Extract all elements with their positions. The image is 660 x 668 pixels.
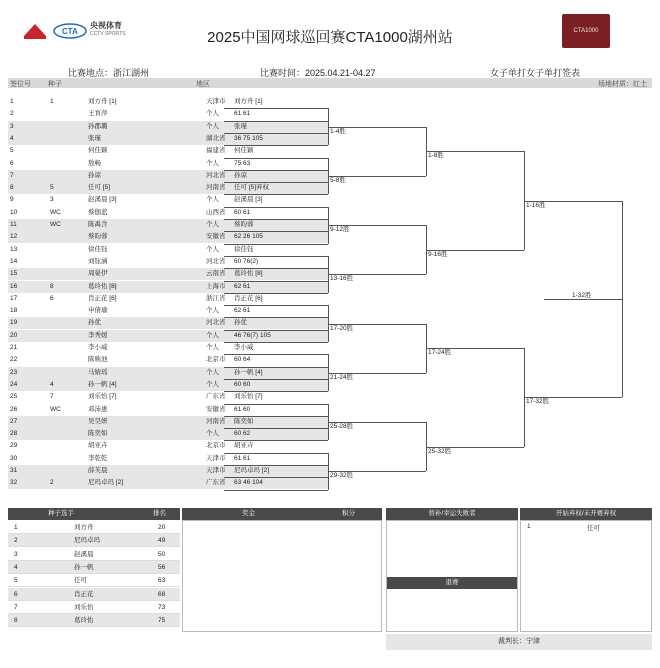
draw-pos: 16 [10,282,18,290]
draw-player: 蔡伽蓝 [88,208,108,216]
draw-player: 尼玛卓玛 [2] [88,479,124,487]
seed-rank: 50 [158,550,166,558]
draw-player: 孙郡璐 [88,122,108,130]
draw-player: 孙谅 [88,171,101,179]
seed-header: 种子 [48,81,62,88]
r2-label: 5-8胜 [330,176,346,184]
draw-pos: 1 [10,98,14,105]
r2-label: 1-4胜 [330,127,346,135]
draw-player: 何佳颖 [88,147,108,155]
draw-pos: 11 [10,221,17,228]
draw-player: 李秀媛 [88,331,108,339]
draw-row [8,342,328,354]
draw-player: 李小威 [88,344,108,351]
draw-player: 刘乐怡 [7] [88,393,117,401]
draw-row [8,465,328,477]
draw-region: 个人 [206,196,219,204]
r5-label: 1-32胜 [572,291,592,299]
r4-label: 1-16胜 [526,201,546,209]
lucky-loser-header: 替补/幸运失败者 [386,508,518,520]
draw-region: 河北省 [206,257,226,265]
draw-pos: 7 [10,171,14,179]
draw-score: 46 76(7) 105 [234,331,271,339]
draw-region: 个人 [206,221,219,228]
seed-row [8,534,180,547]
draw-region: 天津市 [206,467,226,474]
draw-row [8,354,328,366]
draw-pos: 5 [10,147,14,155]
draw-winner: 蔡昀蓉 [234,221,254,228]
seed-num: 3 [14,550,18,558]
seed-rank: 63 [158,577,166,585]
draw-entry: WC [50,208,61,216]
draw-pos: 26 [10,405,18,413]
surface-header: 场地材质：红土 [598,81,647,88]
prize-header: 奖金 积分 [182,508,382,520]
draw-row [8,108,328,120]
draw-winner: 胡亚卉 [234,442,254,450]
draw-player: 徐佳钰 [88,245,108,253]
retire-header: 开始弃权/未开赛弃权 [520,508,652,520]
date-label: 比赛时间：2025.04.21-04.27 [260,68,376,78]
draw-score: 60 60 [234,380,251,388]
draw-winner: 何佳颖 [234,147,254,155]
draw-row [8,194,328,206]
draw-score: 62 61 [234,282,251,290]
draw-winner: 肖正花 [6] [234,294,263,302]
draw-score: 61 61 [234,454,251,462]
draw-seed: 6 [50,294,54,302]
draw-row [8,133,328,145]
region-header: 地区 [196,81,210,88]
draw-region: 个人 [206,344,219,351]
draw-pos: 3 [10,122,14,130]
r3-label: 25-32胜 [428,447,452,455]
draw-winner: 李小威 [234,344,254,351]
draw-row [8,231,328,243]
seed-rank: 73 [158,603,166,611]
draw-seed: 7 [50,393,54,401]
seed-rank: 49 [158,537,166,545]
draw-region: 个人 [206,430,219,438]
draw-row [8,268,328,280]
prize-box [182,520,382,632]
seed-name: 葛玲佑 [74,617,94,625]
draw-row [8,182,328,194]
draw-score: 60 61 [234,208,251,216]
draw-player: 邓沛惠 [88,405,108,413]
draw-row [8,330,328,342]
draw-winner: 孙优 [234,319,247,327]
draw-pos: 18 [10,307,18,315]
draw-player: 任可 [5] [88,184,111,192]
lucky-loser-box [386,520,518,632]
draw-pos: 12 [10,233,18,241]
draw-score: 75 63 [234,159,251,167]
draw-region: 个人 [206,368,219,376]
draw-player: 肖正花 [6] [88,294,117,302]
draw-region: 天津市 [206,98,226,105]
draw-row [8,428,328,440]
draw-entry: WC [50,405,61,413]
draw-row [8,281,328,293]
draw-pos: 14 [10,257,18,265]
draw-region: 广东省 [206,479,226,487]
draw-region: 山西省 [206,208,226,216]
draw-player: 孙一帆 [4] [88,380,117,388]
draw-player: 葛玲佑 [8] [88,282,117,290]
draw-region: 河北省 [206,171,226,179]
draw-player: 孙优 [88,319,101,327]
seed-rank: 68 [158,590,166,598]
draw-player: 王育萍 [88,110,108,118]
draw-pos: 20 [10,331,18,339]
draw-score: 63 46 104 [234,479,263,487]
draw-player: 申倩瑜 [88,307,108,315]
draw-region: 河南省 [206,184,226,192]
event-logo: CTA1000 [562,14,610,48]
draw-player: 赵溪晨 [3] [88,196,117,204]
draw-region: 北京市 [206,442,226,450]
draw-region: 广东省 [206,393,226,401]
seed-name: 肖正花 [74,590,94,598]
draw-score: 60 76(2) [234,257,259,265]
r2-label: 25-28胜 [330,422,354,430]
draw-seed: 5 [50,184,54,192]
seed-row [8,548,180,561]
draw-score: 61 60 [234,405,251,413]
draw-winner: 徐佳钰 [234,245,254,253]
draw-pos: 17 [10,294,18,302]
draw-seed: 1 [50,98,54,105]
r3-label: 1-8胜 [428,152,444,160]
venue-label: 比赛地点：浙江湖州 [68,68,150,78]
retire-row-name: 任可 [587,525,600,532]
draw-region: 北京市 [206,356,226,364]
draw-winner: 赵溪晨 [3] [234,196,263,204]
draw-region: 安徽省 [206,233,226,241]
draw-region: 河南省 [206,417,226,425]
draw-score: 61 61 [234,110,251,118]
seed-row [8,574,180,587]
seed-num: 4 [14,563,18,571]
seed-row [8,601,180,614]
draw-player: 薛芙晨 [88,467,108,474]
draw-score: 60 64 [234,356,251,364]
seed-num: 2 [14,537,18,545]
draw-seed: 3 [50,196,54,204]
draw-seed: 4 [50,380,54,388]
draw-row [8,170,328,182]
seed-name: 孙一帆 [74,563,94,571]
draw-pos: 9 [10,196,14,204]
draw-player: 刘方舟 [1] [88,98,117,105]
seed-row [8,521,180,534]
draw-score: 36 75 105 [234,134,263,142]
draw-winner: 刘方舟 [1] [234,98,263,105]
pos-header: 签位号 [10,81,31,88]
draw-region: 上海市 [206,282,226,290]
draw-region: 湖北省 [206,134,226,142]
draw-row [8,121,328,133]
page-title: 2025中国网球巡回赛CTA1000湖州站 [207,29,453,46]
seed-row [8,614,180,627]
seeds-table-header: 种子选手 排名 [8,508,180,520]
draw-player: 陈禹含 [88,221,108,228]
draw-pos: 4 [10,134,14,142]
draw-pos: 27 [10,417,18,425]
draw-pos: 10 [10,208,18,216]
draw-row [8,367,328,379]
seed-name: 任可 [74,577,87,585]
r2-label: 9-12胜 [330,226,350,234]
draw-winner: 陈奕如 [234,417,254,425]
draw-region: 河北省 [206,319,226,327]
r2-label: 29-32胜 [330,472,354,480]
draw-player: 马婧瑶 [88,368,108,376]
draw-player: 刘钰涵 [88,257,108,265]
draw-pos: 25 [10,393,18,401]
draw-pos: 2 [10,110,14,118]
draw-row [8,293,328,305]
retire-row-num: 1 [527,523,531,530]
r4-label: 17-32胜 [526,398,550,406]
draw-row [8,219,328,231]
seed-num: 6 [14,590,18,598]
event-label: 女子单打女子单打签表 [490,68,581,78]
draw-player: 周晏伊 [88,270,108,278]
draw-region: 个人 [206,245,219,253]
seed-rank: 56 [158,563,166,571]
draw-pos: 23 [10,368,18,376]
draw-player: 胡亚卉 [88,442,108,450]
draw-row [8,244,328,256]
draw-pos: 24 [10,380,18,388]
draw-row [8,379,328,391]
draw-row [8,416,328,428]
draw-row [8,404,328,416]
r2-label: 21-24胜 [330,373,354,381]
draw-winner: 尼玛卓玛 [2] [234,467,270,474]
draw-winner: 孙一帆 [4] [234,368,263,376]
draw-region: 个人 [206,331,219,339]
draw-score: 60 62 [234,430,251,438]
draw-winner: 任可 [5]弃权 [234,184,270,192]
draw-pos: 22 [10,356,18,364]
withdrawn-header: 退赛 [387,577,517,589]
retire-box [520,520,652,632]
draw-seed: 8 [50,282,54,290]
column-header-bar [8,78,652,88]
referee-label: 裁判长：宁津 [386,634,652,650]
r2-label: 13-16胜 [330,275,354,283]
seed-row [8,561,180,574]
seed-num: 1 [14,524,18,531]
draw-row [8,158,328,170]
draw-score: 62 26 105 [234,233,263,241]
draw-row [8,453,328,465]
seed-row [8,588,180,601]
seed-name: 刘方舟 [74,524,94,531]
draw-winner: 刘乐怡 [7] [234,393,263,401]
draw-row [8,256,328,268]
draw-region: 个人 [206,307,219,315]
seed-rank: 75 [158,617,166,625]
draw-pos: 15 [10,270,18,278]
draw-row [8,391,328,403]
draw-player: 敖畅 [88,159,101,167]
draw-row [8,96,328,108]
draw-region: 天津市 [206,454,226,462]
seed-name: 刘乐怡 [74,603,94,611]
draw-row [8,207,328,219]
draw-pos: 19 [10,319,18,327]
draw-pos: 13 [10,245,18,253]
draw-region: 安徽省 [206,405,226,413]
draw-pos: 31 [10,467,18,474]
draw-row [8,477,328,489]
svg-text:CTA: CTA [62,27,78,36]
draw-row [8,305,328,317]
draw-pos: 6 [10,159,14,167]
draw-player: 蔡昀蓉 [88,233,108,241]
draw-region: 个人 [206,380,219,388]
draw-player: 陈映池 [88,356,108,364]
seed-name: 尼玛卓玛 [74,537,100,545]
draw-pos: 28 [10,430,18,438]
draw-region: 浙江省 [206,294,226,302]
draw-player: 张瑾 [88,134,101,142]
draw-winner: 葛玲佑 [8] [234,270,263,278]
r3-label: 9-16胜 [428,250,448,258]
draw-row [8,317,328,329]
draw-region: 个人 [206,122,219,130]
draw-player: 李乾乾 [88,454,108,462]
draw-region: 福建省 [206,147,226,155]
draw-row [8,440,328,452]
draw-pos: 29 [10,442,18,450]
seed-name: 赵溪晨 [74,550,94,558]
draw-region: 个人 [206,110,219,118]
seed-num: 5 [14,577,18,585]
draw-region: 云南省 [206,270,226,278]
draw-player: 吴昊妍 [88,417,108,425]
draw-score: 62 61 [234,307,251,315]
seed-num: 8 [14,617,18,625]
draw-pos: 21 [10,344,18,351]
cctv-sports-logo: 央视体育 CCTV SPORTS [90,21,126,37]
r2-label: 17-20胜 [330,324,354,332]
draw-seed: 2 [50,479,54,487]
draw-pos: 8 [10,184,14,192]
draw-pos: 30 [10,454,18,462]
draw-row [8,145,328,157]
seed-rank: 20 [158,524,166,531]
draw-player: 陈奕如 [88,430,108,438]
seed-num: 7 [14,603,18,611]
draw-region: 个人 [206,159,219,167]
draw-winner: 张瑾 [234,122,247,130]
r3-label: 17-24胜 [428,349,452,357]
draw-entry: WC [50,221,61,228]
draw-pos: 32 [10,479,18,487]
draw-winner: 孙谅 [234,171,247,179]
